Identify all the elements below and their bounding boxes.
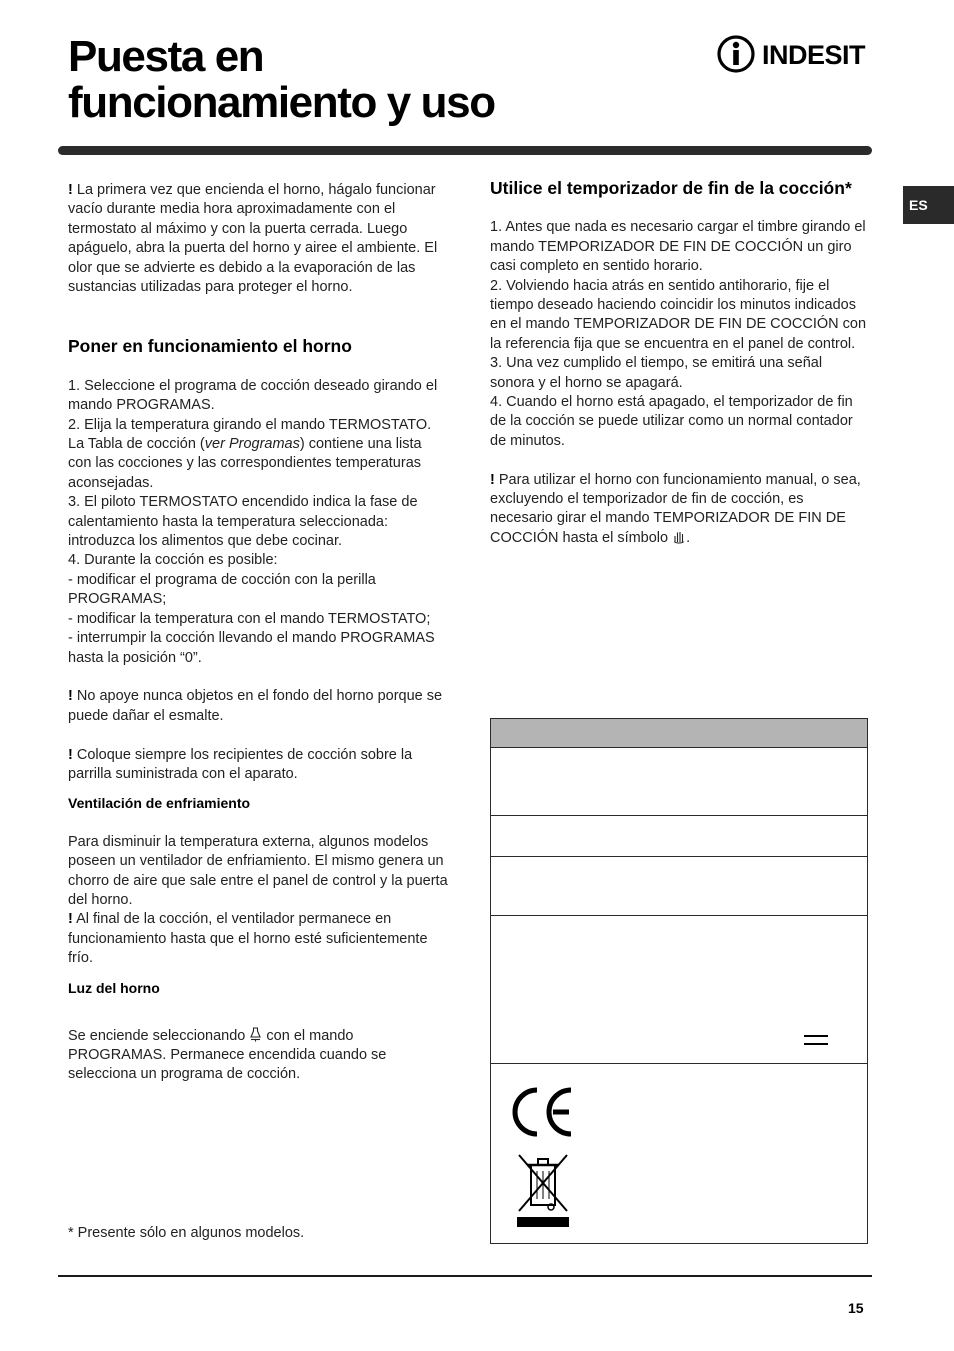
warning-rack-text: Coloque siempre los recipientes de cocción sobre la parrilla suministrada con el aparato.: [68, 746, 413, 782]
warning-rack: [68, 746, 448, 785]
lamp-icon: [249, 1027, 262, 1042]
indesit-logo-icon: [716, 32, 876, 76]
timer-step-1: 1. Antes que nada es necesario cargar el timbre girando el mando TEMPORIZADOR DE FIN DE COCCIÓN un giro casi completo en sentido horario.: [490, 219, 866, 275]
timer-step-4: 4. Cuando el horno está apagado, el temporizador de fin de la cocción se puede utilizar como un normal contador de minutos.: [490, 394, 853, 449]
cooling-fan-warning: [68, 910, 448, 968]
footer-rule: [58, 1275, 872, 1277]
warning-mark: !: [68, 911, 73, 928]
hand-icon: [672, 530, 686, 544]
section-title-oven-light: Luz del horno: [68, 979, 160, 996]
footnote: * Presente sólo en algunos modelos.: [68, 1225, 305, 1241]
warning-enamel-text: No apoye nunca objetos en el fondo del horno porque se puede dañar el esmalte.: [68, 688, 443, 724]
cooling-fan-warning-text: Al final de la cocción, el ventilador permanece en funcionamiento hasta que el horno esté suficientemente frío.: [68, 911, 428, 967]
section-title-end-timer: Utilice el temporizador de fin de la cocción*: [490, 178, 852, 198]
table-divider: [491, 1063, 867, 1064]
oven-light-text: [68, 1027, 448, 1085]
equals-icon: [804, 1035, 828, 1045]
brand-wordmark: INDESIT: [762, 40, 866, 70]
start-step-2: [68, 416, 448, 494]
oven-light-text-b: con el mando PROGRAMAS. Permanece encendida cuando se selecciona un programa de cocción.: [68, 1027, 387, 1083]
warning-enamel: [68, 687, 448, 726]
timer-warning-text-b: .: [686, 529, 691, 546]
warning-mark: !: [490, 471, 495, 488]
section-title-start-oven: Poner en funcionamiento el horno: [68, 336, 352, 357]
start-option-2: - modificar la temperatura con el mando TERMOSTATO;: [68, 610, 431, 627]
start-step-2-reference: ver Programas: [204, 436, 300, 453]
page-title-line-1: Puesta en: [68, 32, 264, 81]
timer-step-2: 2. Volviendo hacia atrás en sentido antihorario, fije el tiempo deseado haciendo coincidir los minutos indicados en el mando TEMPORIZADOR DE FIN DE COCCIÓN con la referencia fija que se encuentra en el panel de control.: [490, 277, 867, 352]
start-step-2-text-a: 2. Elija la temperatura girando el mando TERMOSTATO. La Tabla de cocción (: [68, 416, 432, 453]
table-divider: [491, 856, 867, 857]
start-step-3: 3. El piloto TERMOSTATO encendido indica la fase de calentamiento hasta la temperatura seleccionada: introduzca los alimentos que debe cocinar.: [68, 494, 418, 550]
crossed-bin-icon: [515, 1153, 571, 1229]
page-number: 15: [848, 1300, 864, 1316]
intro-paragraph: [68, 181, 448, 297]
warning-mark: !: [68, 688, 73, 705]
timer-step-3: 3. Una vez cumplido el tiempo, se emitirá una señal sonora y el horno se apagará.: [490, 355, 823, 391]
table-divider: [491, 815, 867, 816]
left-column: [68, 181, 448, 1085]
ce-mark-icon: [507, 1085, 575, 1139]
timer-warning-text-a: Para utilizar el horno con funcionamiento manual, o sea, excluyendo el temporizador de fin de cocción, es necesario girar el mando TEMPORIZADOR DE FIN DE COCCIÓN hasta el símbolo: [490, 471, 861, 546]
table-divider: [491, 915, 867, 916]
page-title-line-2: funcionamiento y uso: [68, 78, 495, 127]
warning-mark: !: [68, 182, 73, 198]
oven-light-text-a: Se enciende seleccionando: [68, 1027, 250, 1044]
start-step-2-text-b: ) contiene una lista con las cocciones y las correspondientes temperaturas aconsejadas.: [68, 436, 422, 491]
intro-text: La primera vez que encienda el horno, hágalo funcionar vacío durante media hora aproximadamente con el termostato al máximo y con la puerta cerrada. Luego apáguelo, abra la puerta del horno y airee el ambiente. El olor que se advierte es debido a la evaporación de las sustancias utilizadas para proteger el horno.: [68, 182, 438, 296]
start-step-4: 4. Durante la cocción es posible:: [68, 552, 278, 569]
warning-mark: !: [68, 746, 73, 763]
header-rule: [58, 146, 872, 155]
language-tab: ES: [903, 186, 954, 224]
page-title: [68, 34, 628, 126]
start-option-3: - interrumpir la cocción llevando el mando PROGRAMAS hasta la posición “0”.: [68, 630, 435, 666]
start-option-1: - modificar el programa de cocción con la perilla PROGRAMAS;: [68, 571, 376, 608]
section-title-cooling-fan: Ventilación de enfriamiento: [68, 795, 251, 812]
timer-warning: [490, 471, 870, 549]
cooling-fan-text: Para disminuir la temperatura externa, algunos modelos poseen un ventilador de enfriamiento. El mismo genera un chorro de aire que sale entre el panel de control y la puerta del horno.: [68, 833, 448, 908]
technical-data-header: [491, 719, 867, 748]
technical-data-table: [490, 718, 868, 1244]
right-column: [490, 178, 870, 548]
start-step-1: 1. Seleccione el programa de cocción deseado girando el mando PROGRAMAS.: [68, 377, 438, 414]
